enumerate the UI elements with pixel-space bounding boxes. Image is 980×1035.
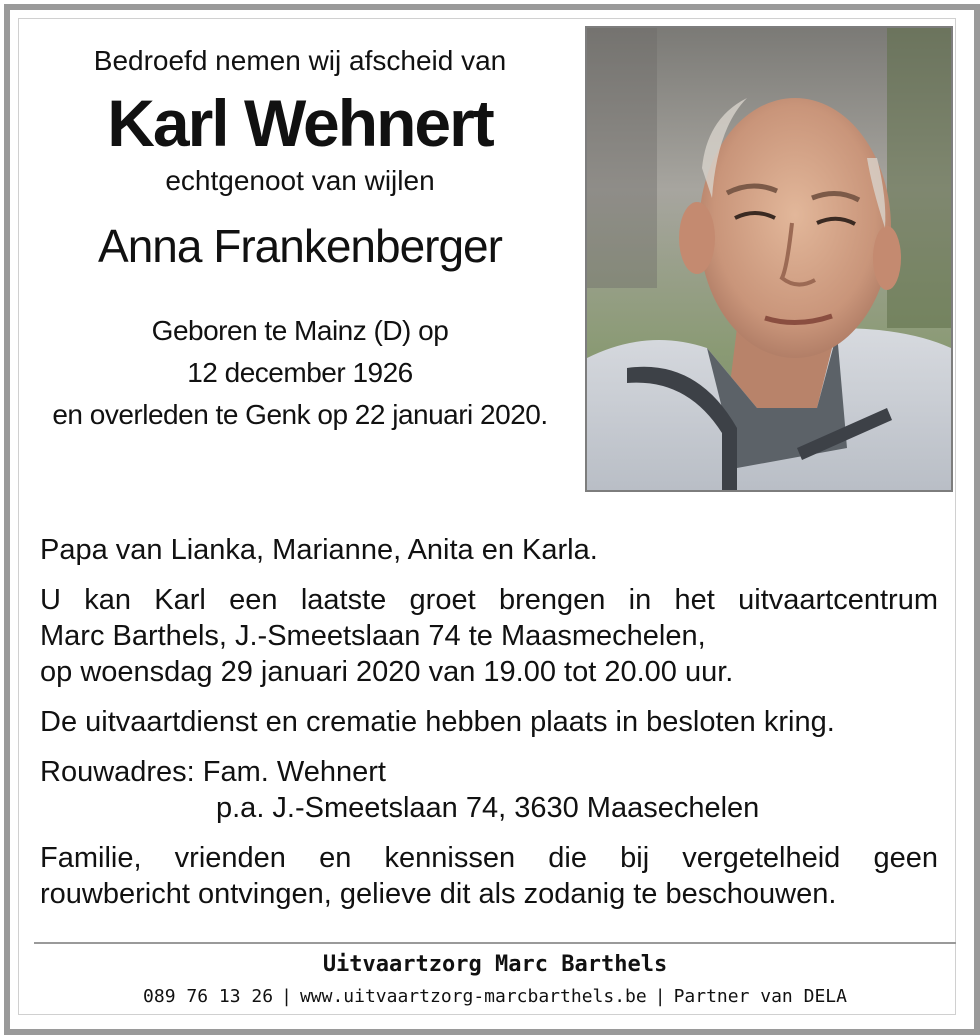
family-line-2: rouwbericht ontvingen, gelieve dit als zodanig te beschouwen.	[40, 878, 837, 910]
intro-text: Bedroefd nemen wij afscheid van	[93, 45, 507, 76]
address-block	[40, 754, 938, 826]
spouse-name: Anna Frankenberger	[98, 220, 502, 272]
address-line-2: p.a. J.-Smeetslaan 74, 3630 Maasechelen	[216, 792, 760, 824]
footer-phone: 089 76 13 26	[143, 986, 274, 1007]
visitation-line-1: U kan Karl een laatste groet brengen in het uitvaartcentrum	[40, 584, 938, 616]
birth-line-1: Geboren te Mainz (D) op	[151, 315, 449, 346]
footer-contact	[34, 984, 956, 1010]
footer-separator: |	[281, 986, 292, 1007]
service-line: De uitvaartdienst en crematie hebben plaats in besloten kring.	[40, 706, 835, 738]
footer-partner: Partner van DELA	[673, 986, 847, 1007]
visitation-paragraph	[40, 582, 938, 690]
footer-separator: |	[654, 986, 666, 1007]
spouse-intro-text: echtgenoot van wijlen	[165, 165, 435, 196]
footer-divider	[34, 942, 956, 944]
visitation-line-2: Marc Barthels, J.-Smeetslaan 74 te Maasmechelen,	[40, 620, 706, 652]
life-dates	[30, 310, 570, 436]
notice-body	[40, 532, 938, 926]
footer-website: www.uitvaartzorg-marcbarthels.be	[299, 986, 647, 1007]
portrait-photo-icon	[587, 28, 951, 490]
birth-line-2: 12 december 1926	[187, 357, 413, 388]
deceased-name: Karl Wehnert	[107, 86, 493, 160]
visitation-line-3: op woensdag 29 januari 2020 van 19.00 tot 20.00 uur.	[40, 656, 734, 688]
family-paragraph	[40, 840, 938, 912]
children-line: Papa van Lianka, Marianne, Anita en Karla.	[40, 534, 598, 566]
notice-header	[30, 40, 570, 436]
death-line: en overleden te Genk op 22 januari 2020.	[52, 399, 548, 430]
funeral-company: Uitvaartzorg Marc Barthels	[322, 952, 668, 977]
address-label: Rouwadres: Fam. Wehnert	[40, 756, 386, 788]
family-line-1: Familie, vrienden en kennissen die bij vergetelheid geen	[40, 842, 938, 874]
portrait-photo	[585, 26, 953, 492]
